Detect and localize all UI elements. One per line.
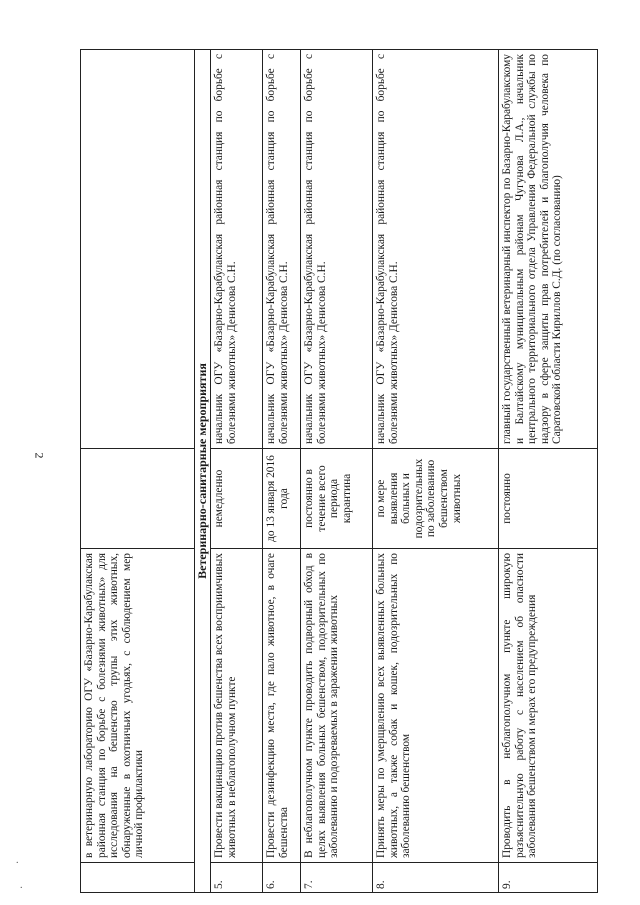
rotated-page-content bbox=[80, 50, 597, 893]
term-cell: постоянно bbox=[499, 449, 598, 549]
responsible-cell: начальник ОГУ «Базарно-Карабулакская районная станция по борьбе с болезнями животных» Денисова С.Н. bbox=[373, 50, 499, 449]
activity-cell: Провести дезинфекцию места, где пало животное, в очаге бешенства bbox=[263, 549, 301, 863]
row-number: 7. bbox=[301, 863, 373, 893]
activity-cell: В неблагополучном пункте проводить подворный обход в целях выявления больных бешенством, подозрительных по заболеванию и подозреваемых в заражении животных bbox=[301, 549, 373, 863]
row-number: 5. bbox=[211, 863, 263, 893]
responsible-cell bbox=[81, 50, 195, 449]
row-number: 8. bbox=[373, 863, 499, 893]
activity-cell: Провести вакцинацию против бешенства всех восприимчивых животных в неблагополучном пункте bbox=[211, 549, 263, 863]
activity-cell: Проводить в неблагополучном пункте широкую разъяснительную работу с населением об опасности заболевания бешенством и мерах его предупреждения bbox=[499, 549, 598, 863]
measures-table bbox=[80, 49, 598, 893]
responsible-cell: начальник ОГУ «Базарно-Карабулакская районная станция по борьбе с болезнями животных» Денисова С.Н. bbox=[263, 50, 301, 449]
term-cell: немедленно bbox=[211, 449, 263, 549]
responsible-cell: начальник ОГУ «Базарно-Карабулакская районная станция по борьбе с болезнями животных» Денисова С.Н. bbox=[211, 50, 263, 449]
scan-speck: . bbox=[16, 855, 19, 866]
term-cell bbox=[81, 449, 195, 549]
activity-cell: Принять меры по умерщвлению всех выявленных больных животных, а также собак и кошек, подозрительных по заболеванию бешенством bbox=[373, 549, 499, 863]
table-row bbox=[81, 50, 195, 893]
table-row bbox=[263, 50, 301, 893]
section-title: Ветеринарно-санитарные мероприятия bbox=[195, 50, 211, 893]
row-number: 6. bbox=[263, 863, 301, 893]
row-number: 9. bbox=[499, 863, 598, 893]
page-number: 2 bbox=[32, 452, 47, 459]
scan-speck: . bbox=[20, 880, 23, 891]
responsible-cell: начальник ОГУ «Базарно-Карабулакская районная станция по борьбе с болезнями животных» Денисова С.Н. bbox=[301, 50, 373, 449]
row-number bbox=[81, 863, 195, 893]
term-cell: по мере выявления больных и подозрительных по заболеванию бешенством животных bbox=[373, 449, 499, 549]
table-row bbox=[301, 50, 373, 893]
activity-cell: в ветеринарную лабораторию ОГУ «Базарно-Карабулакская районная станция по борьбе с болезнями животных» для исследования на бешенство трупы этих животных, обнаруженные в охотничьих угодьях, с соблюдением мер личной профилактики bbox=[81, 549, 195, 863]
section-row bbox=[195, 50, 211, 893]
table-row bbox=[373, 50, 499, 893]
table-row bbox=[211, 50, 263, 893]
table-row bbox=[499, 50, 598, 893]
term-cell: постоянно в течение всего периода карантина bbox=[301, 449, 373, 549]
responsible-cell: главный государственный ветеринарный инспектор по Базарно-Карабулакскому и Балтайскому муниципальным районам Чугунова Л.А., начальник центрального территориального отдела Управления Федеральной службы по надзору в сфере защиты прав потребителей и благополучия человека по Саратовской области Кириллов С.Д. (по согласованию) bbox=[499, 50, 598, 449]
term-cell: до 13 января 2016 года bbox=[263, 449, 301, 549]
